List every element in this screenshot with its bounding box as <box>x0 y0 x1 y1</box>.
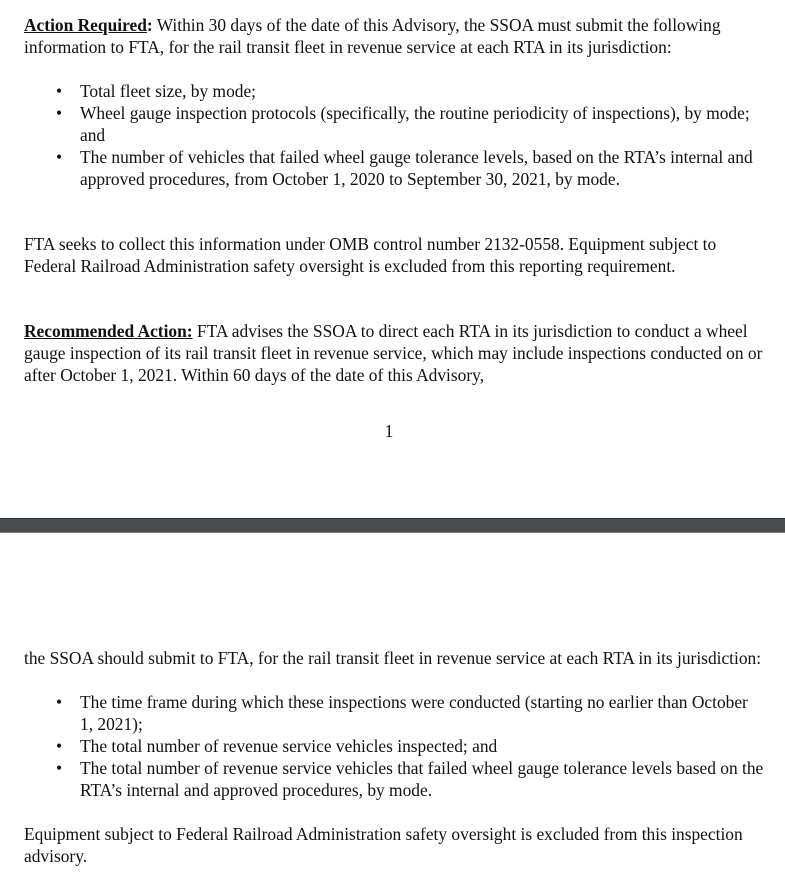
closing-paragraph: Equipment subject to Federal Railroad Administration safety oversight is excluded from this inspection advisory. <box>24 824 743 866</box>
bullet-icon: • <box>55 147 63 167</box>
action-required-text: Within 30 days of the date of this Advisory, the SSOA must submit the following information to FTA, for the rail transit fleet in revenue service at each RTA in its jurisdiction: <box>24 15 721 57</box>
list-item <box>24 757 764 801</box>
page-number: 1 <box>384 421 394 441</box>
bullet-icon: • <box>55 692 63 712</box>
list-item <box>24 80 764 102</box>
omb-paragraph: FTA seeks to collect this information under OMB control number 2132-0558. Equipment subject to Federal Railroad Administration safety oversight is excluded from this reporting requirement. <box>24 234 717 276</box>
document-page-2 <box>0 533 785 879</box>
list-item-text: Total fleet size, by mode; <box>80 81 257 101</box>
bullet-icon: • <box>55 736 63 756</box>
continuation-paragraph: the SSOA should submit to FTA, for the rail transit fleet in revenue service at each RTA in its jurisdiction: <box>24 648 762 668</box>
required-info-list <box>24 80 764 190</box>
page-break-divider <box>0 518 785 533</box>
list-item <box>24 102 764 146</box>
action-required-paragraph <box>24 14 764 58</box>
recommended-action-paragraph <box>24 320 764 386</box>
recommended-action-text: FTA advises the SSOA to direct each RTA in its jurisdiction to conduct a wheel gauge inspection of its rail transit fleet in revenue service, which may include inspections conducted on or after October 1, 2021. Within 60 days of the date of this Advisory, <box>24 321 763 385</box>
list-item <box>24 735 764 757</box>
list-item-text: Wheel gauge inspection protocols (specifically, the routine periodicity of inspections), by mode; and <box>80 103 750 145</box>
list-item <box>24 691 764 735</box>
recommended-action-label: Recommended Action: <box>24 321 193 341</box>
list-item-text: The number of vehicles that failed wheel gauge tolerance levels, based on the RTA’s internal and approved procedures, from October 1, 2020 to September 30, 2021, by mode. <box>80 147 753 189</box>
list-item <box>24 146 764 190</box>
action-required-label: Action Required <box>24 15 147 35</box>
bullet-icon: • <box>55 81 63 101</box>
bullet-icon: • <box>55 103 63 123</box>
bullet-icon: • <box>55 758 63 778</box>
list-item-text: The time frame during which these inspections were conducted (starting no earlier than October 1, 2021); <box>80 692 748 734</box>
list-item-text: The total number of revenue service vehicles that failed wheel gauge tolerance levels based on the RTA’s internal and approved procedures, by mode. <box>80 758 764 800</box>
action-required-colon: : <box>146 15 153 35</box>
submission-list <box>24 691 764 801</box>
list-item-text: The total number of revenue service vehicles inspected; and <box>80 736 498 756</box>
